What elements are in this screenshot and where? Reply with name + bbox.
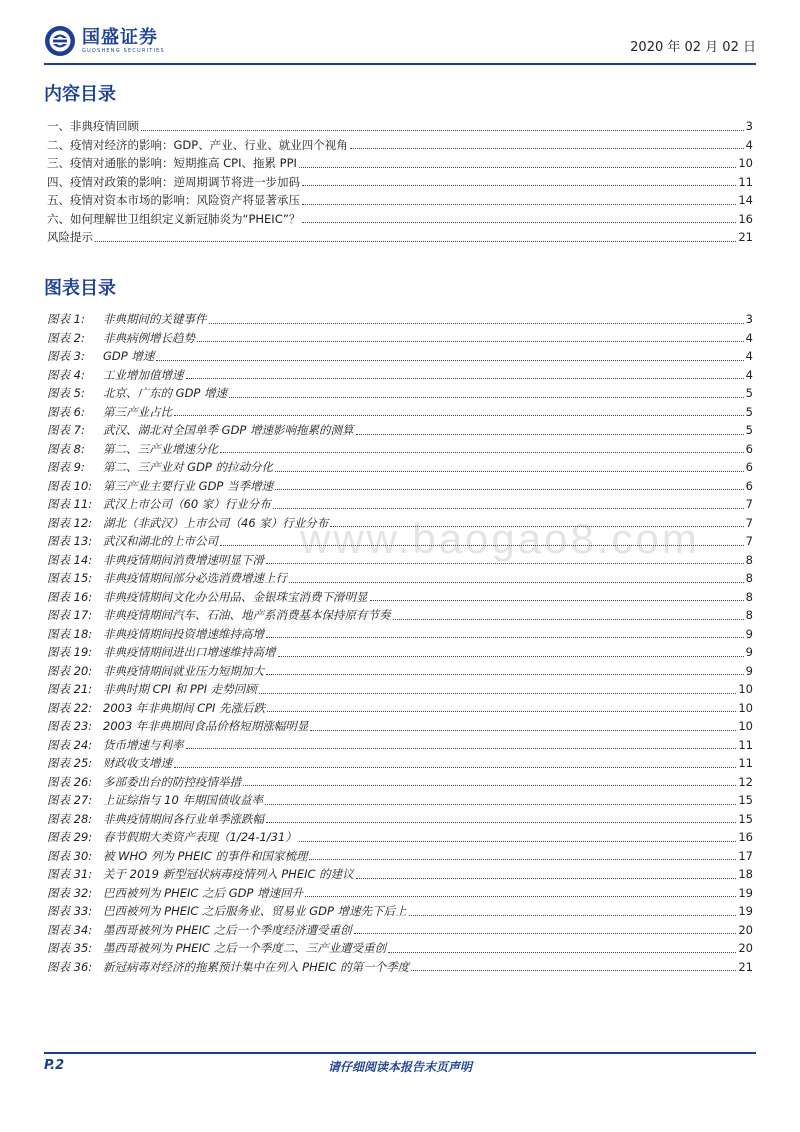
entry-page-number: 10 xyxy=(738,156,753,170)
entry-page-number: 6 xyxy=(745,478,753,493)
dot-leader xyxy=(273,508,744,509)
figure-entry[interactable] xyxy=(47,440,753,459)
figure-number: 图表 3: xyxy=(47,349,85,363)
entry-label: 一、非典疫情回顾 xyxy=(47,119,139,133)
figure-title: 非典期间的关键事件 xyxy=(103,312,207,326)
figure-title: 武汉上市公司（60 家）行业分布 xyxy=(103,497,271,511)
entry-page-number: 20 xyxy=(738,941,753,955)
figure-entry[interactable] xyxy=(47,310,753,329)
dot-leader xyxy=(265,804,736,805)
figure-number: 图表 35: xyxy=(47,941,93,955)
entry-label xyxy=(47,921,352,940)
figure-title: 北京、广东的 GDP 增速 xyxy=(103,386,228,400)
figure-number: 图表 19: xyxy=(47,645,93,659)
entry-page-number: 5 xyxy=(745,423,753,437)
watermark: www.baogao8.com xyxy=(300,515,700,562)
figure-entry[interactable] xyxy=(47,847,753,866)
figure-title: 财政收支增速 xyxy=(103,756,172,770)
entry-label: 六、如何理解世卫组织定义新冠肺炎为“PHEIC”？ xyxy=(47,211,301,226)
figure-title: 2003 年非典期间食品价格短期涨幅明显 xyxy=(103,719,309,733)
figure-title: 被 WHO 列为 PHEIC 的事件和国家梳理 xyxy=(103,848,308,863)
dot-leader xyxy=(354,933,737,934)
entry-page-number: 9 xyxy=(745,645,753,659)
figure-title: 非典疫情期间投资增速维持高增 xyxy=(103,626,264,641)
entry-page-number: 11 xyxy=(738,737,753,752)
dot-leader xyxy=(356,878,737,879)
figure-number: 图表 18: xyxy=(47,626,93,641)
entry-page-number: 10 xyxy=(738,700,753,715)
entry-page-number: 9 xyxy=(745,663,753,678)
dot-leader xyxy=(275,489,744,490)
dot-leader xyxy=(388,952,736,953)
figure-entry[interactable] xyxy=(47,680,753,699)
entry-label: 风险提示 xyxy=(47,230,93,244)
entry-page-number: 15 xyxy=(738,811,753,826)
entry-label xyxy=(47,828,297,847)
entry-label xyxy=(47,477,273,496)
dot-leader xyxy=(289,582,744,583)
entry-page-number: 4 xyxy=(745,349,753,363)
dot-leader xyxy=(305,896,736,897)
figure-number: 图表 22: xyxy=(47,700,93,715)
figure-entry[interactable] xyxy=(47,902,753,921)
figure-number: 图表 6: xyxy=(47,404,85,419)
figure-number: 图表 27: xyxy=(47,793,93,807)
entry-page-number: 8 xyxy=(745,608,753,622)
figure-title: 第二、三产业对 GDP 的拉动分化 xyxy=(103,460,274,474)
dot-leader xyxy=(220,452,744,453)
dot-leader xyxy=(141,130,744,131)
figure-entry[interactable] xyxy=(47,403,753,422)
figure-number: 图表 30: xyxy=(47,848,93,863)
dot-leader xyxy=(220,545,744,546)
dot-leader xyxy=(275,471,744,472)
dot-leader xyxy=(266,674,744,675)
entry-label xyxy=(47,625,264,644)
figure-number: 图表 32: xyxy=(47,885,93,900)
figure-number: 图表 29: xyxy=(47,830,93,844)
entry-label xyxy=(47,532,218,551)
figure-number: 图表 36: xyxy=(47,959,93,974)
figure-title: 非典时期 CPI 和 PPI 走势回顾 xyxy=(103,682,257,696)
figure-number: 图表 34: xyxy=(47,922,93,937)
figure-title: 武汉和湖北的上市公司 xyxy=(103,534,218,548)
entry-label xyxy=(47,440,218,459)
figure-title: 上证综指与 10 年期国债收益率 xyxy=(103,793,263,807)
figure-title: 巴西被列为 PHEIC 之后 GDP 增速回升 xyxy=(103,885,304,900)
figure-title: 第二、三产业增速分化 xyxy=(103,441,218,456)
figure-entry[interactable] xyxy=(47,717,753,736)
entry-page-number: 18 xyxy=(738,867,753,881)
figure-number: 图表 14: xyxy=(47,552,93,567)
figure-number: 图表 17: xyxy=(47,608,93,622)
page-number: P.2 xyxy=(44,1058,65,1073)
figure-entry[interactable] xyxy=(47,773,753,792)
footer-divider xyxy=(44,1052,756,1054)
disclaimer-note: 请仔细阅读本报告末页声明 xyxy=(327,1060,472,1074)
entry-page-number: 9 xyxy=(745,626,753,641)
figures-list xyxy=(47,310,753,976)
figure-number: 图表 20: xyxy=(47,663,93,678)
figure-title: 湖北（非武汉）上市公司（46 家）行业分布 xyxy=(103,515,329,530)
figure-number: 图表 2: xyxy=(47,330,85,345)
entry-label xyxy=(47,662,264,681)
figure-title: 墨西哥被列为 PHEIC 之后一个季度二、三产业遭受重创 xyxy=(103,941,387,955)
entry-label xyxy=(47,458,273,477)
entry-label xyxy=(47,329,195,348)
dot-leader xyxy=(411,970,736,971)
entry-label xyxy=(47,403,172,422)
figure-title: 非典疫情期间消费增速明显下滑 xyxy=(103,552,264,567)
dot-leader xyxy=(310,730,736,731)
entry-page-number: 14 xyxy=(738,193,753,207)
figure-entry[interactable] xyxy=(47,551,753,570)
dot-leader xyxy=(309,859,736,860)
figure-entry[interactable] xyxy=(47,958,753,977)
figure-entry[interactable] xyxy=(47,458,753,477)
entry-page-number: 8 xyxy=(745,571,753,585)
entry-label xyxy=(47,606,391,625)
contents-entry[interactable] xyxy=(47,136,753,155)
entry-label xyxy=(47,736,184,755)
figure-number: 图表 28: xyxy=(47,811,93,826)
entry-page-number: 6 xyxy=(745,460,753,474)
figure-entry[interactable] xyxy=(47,532,753,551)
figure-title: 非典疫情期间就业压力短期加大 xyxy=(103,663,264,678)
header-divider xyxy=(44,63,756,65)
figure-number: 图表 16: xyxy=(47,589,93,604)
figure-entry[interactable] xyxy=(47,791,753,810)
entry-page-number: 7 xyxy=(745,497,753,511)
contents-entry[interactable] xyxy=(47,154,753,173)
figure-title: 多部委出台的防控疫情举措 xyxy=(103,774,241,789)
dot-leader xyxy=(197,341,744,342)
entry-label xyxy=(47,902,407,921)
entry-page-number: 5 xyxy=(745,386,753,400)
figure-entry[interactable] xyxy=(47,384,753,403)
entry-page-number: 7 xyxy=(745,515,753,530)
entry-page-number: 4 xyxy=(745,137,753,152)
figure-entry[interactable] xyxy=(47,662,753,681)
entry-label xyxy=(47,366,184,385)
entry-page-number: 19 xyxy=(738,885,753,900)
figure-title: 墨西哥被列为 PHEIC 之后一个季度经济遭受重创 xyxy=(103,922,352,937)
entry-label xyxy=(47,810,264,829)
entry-label xyxy=(47,588,368,607)
entry-label xyxy=(47,717,308,736)
figure-entry[interactable] xyxy=(47,329,753,348)
figure-title: 新冠病毒对经济的拖累预计集中在列入 PHEIC 的第一个季度 xyxy=(103,959,410,974)
entry-label xyxy=(47,773,241,792)
figure-number: 图表 4: xyxy=(47,367,85,382)
company-logo xyxy=(44,24,165,58)
figures-title: 图表目录 xyxy=(44,278,116,299)
figure-number: 图表 25: xyxy=(47,756,93,770)
figure-title: 2003 年非典期间 CPI 先涨后跌 xyxy=(103,700,266,715)
figure-entry[interactable] xyxy=(47,754,753,773)
dot-leader xyxy=(186,748,737,749)
dot-leader xyxy=(95,241,736,242)
entry-label: 四、疫情对政策的影响：逆周期调节将进一步加码 xyxy=(47,174,300,189)
entry-label xyxy=(47,384,227,403)
figure-entry[interactable] xyxy=(47,828,753,847)
figure-number: 图表 7: xyxy=(47,423,85,437)
figure-title: 巴西被列为 PHEIC 之后服务业、贸易业 GDP 增速先下后上 xyxy=(103,904,407,918)
dot-leader xyxy=(266,563,744,564)
figure-number: 图表 9: xyxy=(47,460,85,474)
figure-number: 图表 21: xyxy=(47,682,93,696)
figure-entry[interactable] xyxy=(47,569,753,588)
figure-entry[interactable] xyxy=(47,514,753,533)
entry-page-number: 21 xyxy=(738,959,753,974)
figure-number: 图表 15: xyxy=(47,571,93,585)
figure-entry[interactable] xyxy=(47,643,753,662)
entry-label xyxy=(47,421,354,440)
figure-number: 图表 24: xyxy=(47,737,93,752)
figure-number: 图表 23: xyxy=(47,719,93,733)
entry-page-number: 12 xyxy=(738,774,753,789)
dot-leader xyxy=(174,415,744,416)
entry-page-number: 6 xyxy=(745,441,753,456)
page-header xyxy=(44,22,756,62)
entry-page-number: 10 xyxy=(738,719,753,733)
dot-leader xyxy=(278,656,744,657)
dot-leader xyxy=(350,148,744,149)
figure-title: 春节假期大类资产表现（1/24-1/31） xyxy=(103,830,297,844)
entry-page-number: 11 xyxy=(738,756,753,770)
entry-label xyxy=(47,569,287,588)
figure-title: 第三产业占比 xyxy=(103,404,172,419)
entry-label: 五、疫情对资本市场的影响：风险资产将显著承压 xyxy=(47,193,300,207)
logo-english-name: GUOSHENG SECURITIES xyxy=(82,47,165,54)
figure-number: 图表 10: xyxy=(47,478,93,493)
contents-list xyxy=(47,117,753,247)
figure-title: 关于 2019 新型冠状病毒疫情列入 PHEIC 的建议 xyxy=(103,867,354,881)
entry-page-number: 16 xyxy=(738,830,753,844)
figure-number: 图表 13: xyxy=(47,534,93,548)
dot-leader xyxy=(266,637,744,638)
figure-title: GDP 增速 xyxy=(103,349,155,363)
figure-entry[interactable] xyxy=(47,939,753,958)
entry-page-number: 20 xyxy=(738,922,753,937)
figure-number: 图表 5: xyxy=(47,386,85,400)
figure-number: 图表 33: xyxy=(47,904,93,918)
figure-number: 图表 11: xyxy=(47,497,93,511)
entry-label xyxy=(47,680,257,699)
figure-title: 第三产业主要行业 GDP 当季增速 xyxy=(103,478,274,493)
entry-label: 二、疫情对经济的影响：GDP、产业、行业、就业四个视角 xyxy=(47,137,348,152)
figure-title: 货币增速与利率 xyxy=(103,737,184,752)
dot-leader xyxy=(299,167,736,168)
dot-leader xyxy=(156,360,743,361)
contents-entry[interactable] xyxy=(47,117,753,136)
figure-title: 非典疫情期间各行业单季涨跌幅 xyxy=(103,811,264,826)
entry-page-number: 19 xyxy=(738,904,753,918)
entry-page-number: 8 xyxy=(745,552,753,567)
dot-leader xyxy=(186,378,744,379)
report-date: 2020 年 02 月 02 日 xyxy=(630,40,756,55)
figure-title: 非典疫情期间文化办公用品、金银珠宝消费下滑明显 xyxy=(103,589,368,604)
dot-leader xyxy=(409,915,737,916)
entry-page-number: 15 xyxy=(738,793,753,807)
dot-leader xyxy=(302,185,736,186)
entry-page-number: 7 xyxy=(745,534,753,548)
figure-title: 非典疫情期间部分必选消费增速上行 xyxy=(103,571,287,585)
dot-leader xyxy=(229,397,744,398)
dot-leader xyxy=(393,619,744,620)
figure-entry[interactable] xyxy=(47,347,753,366)
figure-number: 图表 1: xyxy=(47,312,85,326)
entry-label xyxy=(47,514,328,533)
entry-label xyxy=(47,643,276,662)
entry-page-number: 16 xyxy=(738,211,753,226)
entry-label xyxy=(47,791,263,810)
entry-page-number: 17 xyxy=(738,848,753,863)
dot-leader xyxy=(302,204,736,205)
dot-leader xyxy=(174,767,736,768)
dot-leader xyxy=(209,323,744,324)
contents-title: 内容目录 xyxy=(44,84,116,105)
dot-leader xyxy=(299,841,737,842)
dot-leader xyxy=(243,785,736,786)
figure-title: 武汉、湖北对全国单季 GDP 增速影响拖累的测算 xyxy=(103,423,354,437)
entry-page-number: 10 xyxy=(738,682,753,696)
entry-label xyxy=(47,884,303,903)
contents-entry[interactable] xyxy=(47,228,753,247)
figure-number: 图表 12: xyxy=(47,515,93,530)
contents-entry[interactable] xyxy=(47,210,753,229)
dot-leader xyxy=(302,222,736,223)
figure-entry[interactable] xyxy=(47,588,753,607)
entry-label xyxy=(47,754,172,773)
figure-entry[interactable] xyxy=(47,477,753,496)
figure-entry[interactable] xyxy=(47,810,753,829)
entry-page-number: 3 xyxy=(745,119,753,133)
dot-leader xyxy=(266,822,736,823)
dot-leader xyxy=(356,434,744,435)
figure-entry[interactable] xyxy=(47,865,753,884)
figure-title: 非典病例增长趋势 xyxy=(103,330,195,345)
figure-title: 非典疫情期间汽车、石油、地产系消费基本保持原有节奏 xyxy=(103,608,391,622)
dot-leader xyxy=(267,711,736,712)
figure-title: 非典疫情期间进出口增速维持高增 xyxy=(103,645,276,659)
logo-name: 国盛证券 xyxy=(82,26,158,48)
figure-entry[interactable] xyxy=(47,495,753,514)
entry-page-number: 21 xyxy=(738,230,753,244)
entry-label xyxy=(47,939,386,958)
figure-title: 工业增加值增速 xyxy=(103,367,184,382)
figure-number: 图表 26: xyxy=(47,774,93,789)
entry-page-number: 8 xyxy=(745,589,753,604)
dot-leader xyxy=(259,693,737,694)
entry-label xyxy=(47,958,409,977)
dot-leader xyxy=(370,600,744,601)
figure-entry[interactable] xyxy=(47,606,753,625)
figure-number: 图表 31: xyxy=(47,867,93,881)
logo-icon xyxy=(44,25,76,57)
dot-leader xyxy=(330,526,743,527)
figure-number: 图表 8: xyxy=(47,441,85,456)
entry-label: 三、疫情对通胀的影响：短期推高 CPI、拖累 PPI xyxy=(47,156,297,170)
entry-page-number: 11 xyxy=(738,174,753,189)
entry-page-number: 5 xyxy=(745,404,753,419)
entry-page-number: 4 xyxy=(745,330,753,345)
contents-entry[interactable] xyxy=(47,191,753,210)
entry-page-number: 4 xyxy=(745,367,753,382)
entry-label xyxy=(47,551,264,570)
contents-entry[interactable] xyxy=(47,173,753,192)
figure-entry[interactable] xyxy=(47,736,753,755)
figure-entry[interactable] xyxy=(47,366,753,385)
entry-label xyxy=(47,495,271,514)
entry-label xyxy=(47,847,307,866)
entry-label xyxy=(47,347,154,366)
entry-page-number: 3 xyxy=(745,312,753,326)
entry-label xyxy=(47,865,354,884)
figure-entry[interactable] xyxy=(47,625,753,644)
figure-entry[interactable] xyxy=(47,699,753,718)
figure-entry[interactable] xyxy=(47,921,753,940)
entry-label xyxy=(47,699,265,718)
entry-label xyxy=(47,310,207,329)
figure-entry[interactable] xyxy=(47,884,753,903)
figure-entry[interactable] xyxy=(47,421,753,440)
